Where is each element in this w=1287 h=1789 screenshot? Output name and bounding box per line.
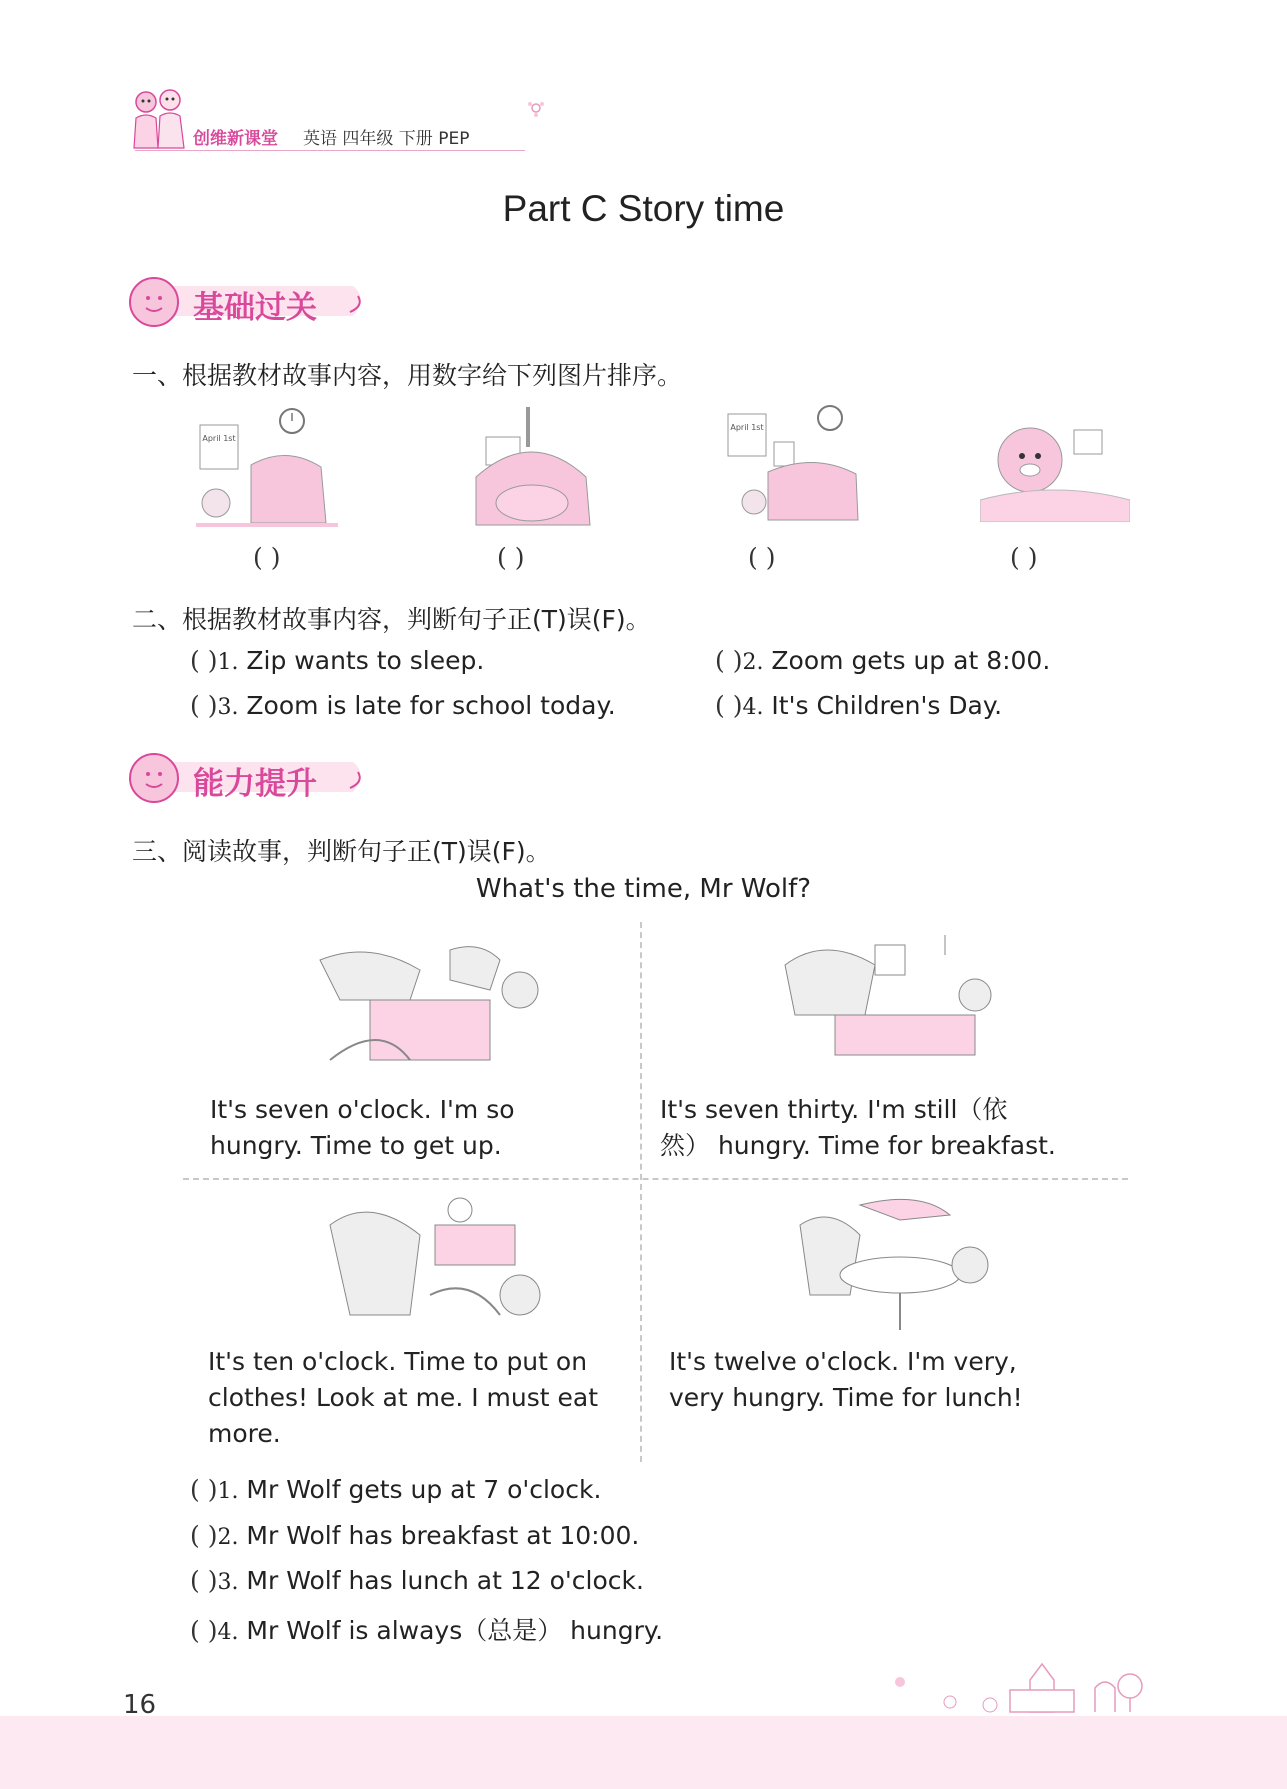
item-text: It's Children's Day. xyxy=(771,691,1003,720)
castle-decoration-icon xyxy=(880,1650,1170,1720)
story-cell-1 xyxy=(210,1092,515,1164)
question-1-heading: 一、根据教材故事内容，用数字给下列图片排序。 xyxy=(132,361,683,390)
order-blank-4[interactable]: ( ) xyxy=(1010,543,1038,572)
flower-icon xyxy=(525,98,547,118)
header-brand: 创维新课堂 xyxy=(193,129,278,149)
story-picture-3 xyxy=(724,402,860,526)
item-text: Zoom gets up at 8:00. xyxy=(771,646,1051,675)
order-blank-2[interactable]: ( ) xyxy=(497,543,525,572)
q2-item-4 xyxy=(715,691,1002,720)
story-grid-vertical-divider xyxy=(640,922,642,1462)
section-label-advanced: 能力提升 xyxy=(193,766,317,802)
page-title: Part C Story time xyxy=(502,188,785,229)
page-number: 16 xyxy=(123,1690,157,1720)
story-cell-3 xyxy=(208,1344,598,1452)
answer-blank[interactable]: ( ) xyxy=(190,1616,218,1645)
story-cell-2-line: It's seven thirty. I'm still（依 xyxy=(660,1095,1008,1124)
wolf-picture-1 xyxy=(310,940,570,1070)
story-cell-4-line: It's twelve o'clock. I'm very, xyxy=(669,1347,1017,1376)
calendar-text-3: April 1st xyxy=(730,423,764,432)
q3-item-2 xyxy=(190,1521,639,1550)
answer-blank[interactable]: ( ) xyxy=(190,691,218,720)
wolf-picture-2 xyxy=(775,935,1020,1070)
story-grid-horizontal-divider xyxy=(183,1178,1128,1180)
item-number: 4. xyxy=(742,695,764,720)
item-number: 2. xyxy=(742,650,764,675)
answer-blank[interactable]: ( ) xyxy=(190,646,218,675)
item-number: 1. xyxy=(217,650,239,675)
story-cell-4 xyxy=(669,1344,1023,1416)
story-title: What's the time, Mr Wolf? xyxy=(475,874,812,904)
item-number: 1. xyxy=(217,1479,239,1504)
order-blank-3[interactable]: ( ) xyxy=(748,543,776,572)
item-text: Mr Wolf has lunch at 12 o'clock. xyxy=(246,1566,644,1595)
story-cell-3-line: It's ten o'clock. Time to put on xyxy=(208,1347,588,1376)
section-label-basic: 基础过关 xyxy=(193,290,317,326)
item-number: 4. xyxy=(217,1620,239,1645)
answer-blank[interactable]: ( ) xyxy=(190,1521,218,1550)
answer-blank[interactable]: ( ) xyxy=(190,1566,218,1595)
item-text: Zip wants to sleep. xyxy=(246,646,485,675)
q3-item-3 xyxy=(190,1566,644,1595)
story-cell-3-line: more. xyxy=(208,1419,281,1448)
calendar-text-1: April 1st xyxy=(202,434,236,443)
story-picture-4 xyxy=(980,420,1130,522)
item-number: 3. xyxy=(217,695,239,720)
story-cell-2 xyxy=(660,1092,1056,1164)
q2-item-3 xyxy=(190,691,616,720)
question-3-heading: 三、阅读故事，判断句子正(T)误(F)。 xyxy=(132,837,551,866)
q2-item-1 xyxy=(190,646,484,675)
story-cell-4-line: very hungry. Time for lunch! xyxy=(669,1383,1023,1412)
answer-blank[interactable]: ( ) xyxy=(715,646,743,675)
answer-blank[interactable]: ( ) xyxy=(190,1475,218,1504)
answer-blank[interactable]: ( ) xyxy=(715,691,743,720)
question-2-heading: 二、根据教材故事内容，判断句子正(T)误(F)。 xyxy=(132,605,651,634)
q2-item-2 xyxy=(715,646,1050,675)
item-text: Mr Wolf gets up at 7 o'clock. xyxy=(246,1475,602,1504)
header-subject: 英语 四年级 下册 PEP xyxy=(303,129,470,149)
story-picture-1 xyxy=(196,405,338,527)
item-text: Mr Wolf is always（总是） hungry. xyxy=(246,1616,664,1645)
story-cell-1-line: It's seven o'clock. I'm so xyxy=(210,1095,515,1124)
item-text: Mr Wolf has breakfast at 10:00. xyxy=(246,1521,640,1550)
story-cell-3-line: clothes! Look at me. I must eat xyxy=(208,1383,599,1412)
q3-item-1 xyxy=(190,1475,601,1504)
story-picture-2 xyxy=(466,407,598,527)
story-cell-2-line: 然） hungry. Time for breakfast. xyxy=(660,1131,1056,1160)
footer-band xyxy=(0,1716,1287,1789)
item-text: Zoom is late for school today. xyxy=(246,691,616,720)
wolf-picture-4 xyxy=(790,1195,1010,1335)
kids-logo-icon xyxy=(128,88,190,152)
header-divider xyxy=(135,150,525,151)
q3-item-4 xyxy=(190,1611,663,1647)
item-number: 3. xyxy=(217,1570,239,1595)
item-number: 2. xyxy=(217,1525,239,1550)
order-blank-1[interactable]: ( ) xyxy=(253,543,281,572)
wolf-picture-3 xyxy=(320,1195,570,1335)
story-cell-1-line: hungry. Time to get up. xyxy=(210,1131,502,1160)
